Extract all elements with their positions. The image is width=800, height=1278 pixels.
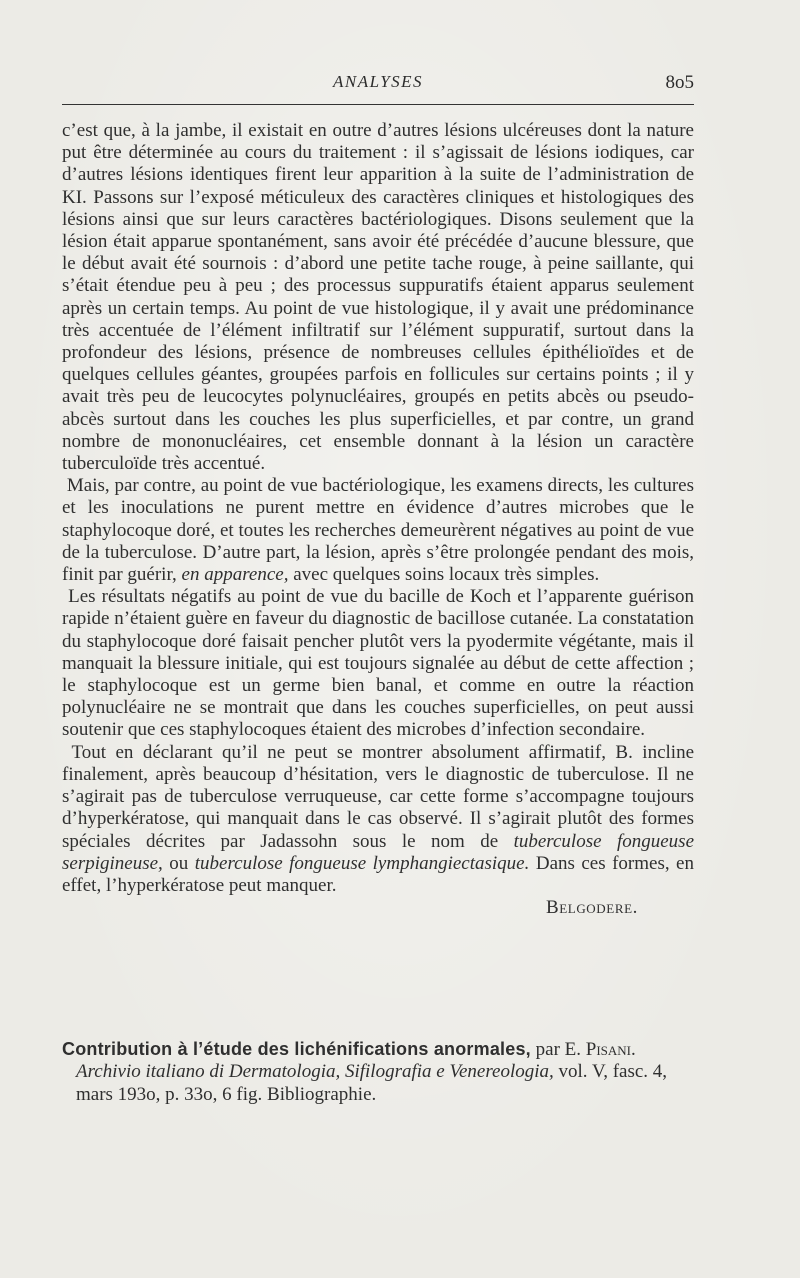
review-author: Pisani. [585,1039,636,1060]
running-title: ANALYSES [332,72,424,91]
paragraph-2-text-end: avec quelques soins locaux très simples. [288,564,600,586]
review-journal: Archivio italiano di Dermatologia, Sifilografia e Venereologia, [76,1061,554,1083]
review-title: Contribution à l’étude des lichénifications anormales, [62,1039,531,1059]
header-rule [62,104,694,105]
paragraph-4-italic-1: tuberculose fongueuse serpigineuse, [62,830,694,874]
paragraph-4-italic-2: tuberculose fongueuse lymphangiectasique. [194,852,530,874]
article-body [62,120,694,919]
running-head [62,72,694,96]
paragraph-4-text-2: ou [162,852,195,874]
review-citation [62,1061,694,1106]
review-entry [62,1038,694,1106]
paragraph-2 [62,475,694,586]
paragraph-1: c’est que, à la jambe, il existait en outre d’autres lésions ulcéreuses dont la nature put être déterminée au cours du traitement : il s’agissait de lésions iodiques, car d’autres lésions identiques firent leur apparition à la suite de l’administration de KI. Passons sur l’exposé méticuleux des caractères cliniques et histologiques des lésions ainsi que sur leurs caractères bactériologiques. Disons seulement que la lésion était apparue spontanément, sans avoir été précédée d’aucune blessure, que le début avait été sournois : d’abord une petite tache rouge, à peine saillante, qui s’était étendue peu à peu ; des processus suppuratifs étaient apparus seulement après un certain temps. Au point de vue histologique, il y avait une prédominance très accentuée de l’élément infiltratif sur l’élément suppuratif, surtout dans la profondeur des lésions, présence de nombreuses cellules épithélioïdes et de quelques cellules géantes, groupées parfois en follicules sur certains points ; il y avait très peu de leucocytes polynucléaires, groupés en petits abcès ou pseudo-abcès surtout dans les couches les plus superficielles, et par contre, un grand nombre de mononucléaires, cet ensemble donnant à la lésion un caractère tuberculoïde très accentué. [62,120,694,475]
paragraph-4-text: Tout en déclarant qu’il ne peut se montrer absolument affirmatif, B. incline finalement, après beaucoup d’hésitation, vers le diagnostic de tuberculose. Il ne s’agirait pas de tuberculose verruqueuse, car cette forme s’accompagne toujours d’hyperkératose, qui manquait dans le cas observé. Il s’agirait plutôt des formes spéciales décrites par Jadassohn sous le nom de [62,741,695,852]
paragraph-4 [62,742,694,897]
paragraph-3 [62,586,694,741]
paragraph-2-text: Mais, par contre, au point de vue bactériologique, les examens directs, les cultures et les inoculations ne purent mettre en évidence d’autres microbes que le staphylocoque doré, et toutes les recherches demeurèrent négatives au point de vue de la tuberculose. D’autre part, la lésion, après s’être prolongée pendant des mois, finit par guérir, [62,475,694,586]
signature: Belgodere. [545,897,638,919]
paragraph-4-text-3: Dans ces formes, en effet, l’hyperkératose peut manquer. [62,852,694,896]
page-number: 8o5 [665,72,694,93]
review-details: vol. V, fasc. 4, mars 193o, p. 33o, 6 fig. Bibliographie. [76,1061,668,1105]
paragraph-2-italic: en apparence, [181,564,289,586]
paragraph-3-text: Les résultats négatifs au point de vue du bacille de Koch et l’apparente guérison rapide n’étaient guère en faveur du diagnostic de bacillose cutanée. La constatation du staphylocoque doré faisait pencher plutôt vers la pyodermite végétante, mais il manquait la blessure initiale, qui est toujours signalée au début de cette affection ; le staphylocoque est un germe bien banal, et comme en outre la réaction polynucléaire ne se montrait que dans les couches superficielles, on peut aussi soutenir que ces staphylocoques étaient des microbes d’infection secondaire. [62,586,695,741]
review-by: par E. [530,1039,586,1060]
